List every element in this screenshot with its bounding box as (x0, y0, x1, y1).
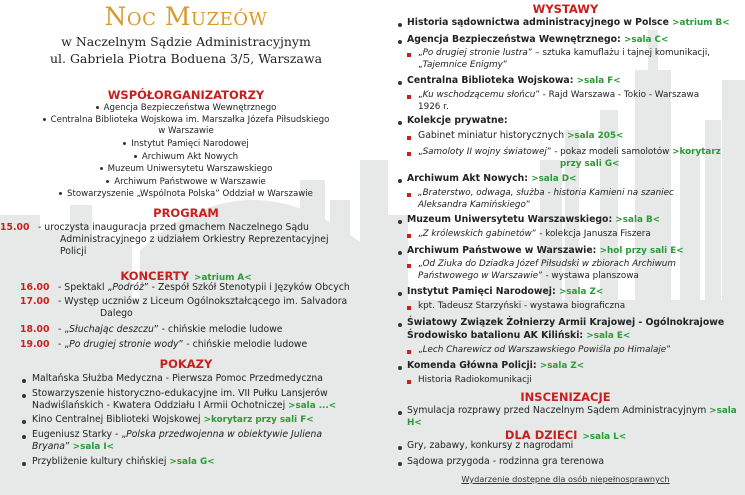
exhibition-subitem-line2: Państwowego w Warszawie” - wystawa planszowa (418, 271, 639, 281)
kids-item: Gry, zabawy, konkursy z nagrodami (407, 440, 574, 451)
kids-heading-row: DLA DZIECI >sala L< (504, 428, 627, 442)
inauguration-entry: 15.00 - uroczysta inauguracja przed gmachem Naczelnego Sądu (0, 222, 309, 233)
exhibition-item-line2: Środowisko batalionu AK Kiliński: >sala E< (407, 330, 631, 341)
exhibition-item: Centralna Biblioteka Wojskowa: >sala F< (407, 75, 621, 86)
coorganizer-item: Stowarzyszenie „Wspólnota Polska” Oddział w Warszawie (0, 189, 372, 200)
exhibition-item: Światowy Związek Żołnierzy Armii Krajowej - Ogólnokrajowe (407, 317, 725, 328)
coorganizer-item: Centralna Biblioteka Wojskowa im. Marszałka Józefa Piłsudskiego (0, 115, 372, 126)
exhibition-item: Historia sądownictwa administracyjnego w Polsce >atrium B< (407, 17, 730, 28)
show-item: Stowarzyszenie historyczno-edukacyjne im. VII Pułku Lansjerów (32, 388, 328, 399)
exhibition-item: Kolekcje prywatne: (407, 115, 508, 126)
exhibition-subitem: „Lech Charewicz od Warszawskiego Powiśla po Himalaje” (418, 345, 671, 355)
accessibility-note: Wydarzenie dostępne dla osób niepełnosprawnych (461, 474, 670, 484)
exhibition-location: przy sali G< (560, 159, 620, 169)
concert-item: 18.00 - „Słuchając deszczu” - chińskie melodie ludowe (20, 324, 283, 335)
concert-item: 16.00 - Spektakl „Podróż” - Zespół Szkół Stenotypii i Języków Obcych (20, 282, 350, 293)
exhibition-item: Instytut Pamięci Narodowej: >sala Z< (407, 286, 604, 297)
exhibition-subitem: „Po drugiej stronie lustra” – sztuka kamuflażu i tajnej komunikacji, (418, 48, 711, 58)
coorganizer-item: Instytut Pamięci Narodowej (0, 139, 372, 150)
exhibition-subitem: „Braterstwo, odwaga, służba - historia Kamieni na szaniec (418, 188, 674, 198)
concert-item: 19.00 - „Po drugiej stronie wody” - chińskie melodie ludowe (20, 339, 308, 350)
coorganizer-item: Agencja Bezpieczeństwa Wewnętrznego (0, 103, 372, 114)
show-item: Kino Centralnej Biblioteki Wojskowej >korytarz przy sali F< (32, 414, 314, 425)
program-heading: PROGRAM (153, 206, 219, 220)
show-item-line2: Bryana” >sala I< (32, 441, 114, 452)
exhibition-subitem-line2: 1926 r. (418, 102, 449, 112)
event-title: Noc Muzeów (104, 2, 268, 31)
coorganizer-item: Archiwum Państwowe w Warszawie (0, 177, 372, 188)
exhibition-subitem: „Od Ziuka do Dziadka Józef Piłsudski w zbiorach Archiwum (418, 259, 676, 269)
show-item: Eugeniusz Starky - „Polska przedwojenna w obiektywie Juliena (32, 429, 323, 440)
shows-heading: POKAZY (159, 357, 213, 371)
exhibition-item: Archiwum Państwowe w Warszawie: >hol przy sali E< (407, 245, 684, 256)
staging-heading: INSCENIZACJE (520, 390, 611, 404)
concert-item: 17.00 - Występ uczniów z Liceum Ogólnokształcącego im. Salvadora (20, 296, 348, 307)
exhibition-item: Muzeum Uniwersytetu Warszawskiego: >sala B< (407, 214, 661, 225)
exhibition-subitem: Gabinet miniatur historycznych >sala 205< (418, 130, 624, 141)
exhibition-subitem: „Z królewskich gabinetów” - kolekcja Janusza Fiszera (418, 229, 651, 239)
concerts-heading-row: KONCERTY >atrium A< (120, 269, 252, 283)
show-item: Maltańska Służba Medyczna - Pierwsza Pomoc Przedmedyczna (32, 373, 323, 384)
exhibition-subitem: „Samoloty II wojny światowej” - pokaz modeli samolotów >korytarz (418, 147, 721, 157)
inauguration-line2: Administracyjnego z udziałem Orkiestry Reprezentacyjnej (60, 234, 329, 245)
kids-item: Sądowa przygoda - rodzinna gra terenowa (407, 456, 605, 467)
coorganizer-item: Muzeum Uniwersytetu Warszawskiego (0, 164, 372, 175)
exhibition-subitem: Historia Radiokomunikacji (418, 375, 532, 385)
show-item-line2: Nadwiślańskich - Kwatera Oddziału I Armii Ochotniczej >sala ...< (32, 400, 337, 411)
coorganizer-item: w Warszawie (158, 126, 214, 136)
inauguration-line3: Policji (60, 246, 87, 257)
exhibition-item: Komenda Główna Policji: >sala Z< (407, 360, 585, 371)
exhibition-subitem: kpt. Tadeusz Starzyński - wystawa biograficzna (418, 301, 626, 311)
concert-item-line2: Dalego (100, 308, 133, 319)
address-line: ul. Gabriela Piotra Boduena 3/5, Warszawa (49, 51, 323, 66)
staging-item: Symulacja rozprawy przed Naczelnym Sądem Administracyjnym >sala H< (407, 405, 737, 428)
exhibitions-heading: WYSTAWY (532, 2, 599, 16)
exhibition-subitem-line2: „Tajemnice Enigmy” (418, 60, 508, 70)
exhibition-subitem-line2: Aleksandra Kamińskiego” (418, 200, 531, 210)
exhibition-subitem: „Ku wschodzącemu słońcu” - Rajd Warszawa - Tokio - Warszawa (418, 90, 700, 100)
show-item: Przybliżenie kultury chińskiej >sala G< (32, 456, 215, 467)
exhibition-item: Agencja Bezpieczeństwa Wewnętrznego: >sala C< (407, 34, 669, 45)
venue-line: w Naczelnym Sądzie Administracyjnym (61, 34, 311, 49)
coorganizer-item: Archiwum Akt Nowych (0, 152, 372, 163)
exhibition-item: Archiwum Akt Nowych: >sala D< (407, 173, 577, 184)
coorganizers-heading: WSPÓŁORGANIZATORZY (107, 88, 265, 102)
